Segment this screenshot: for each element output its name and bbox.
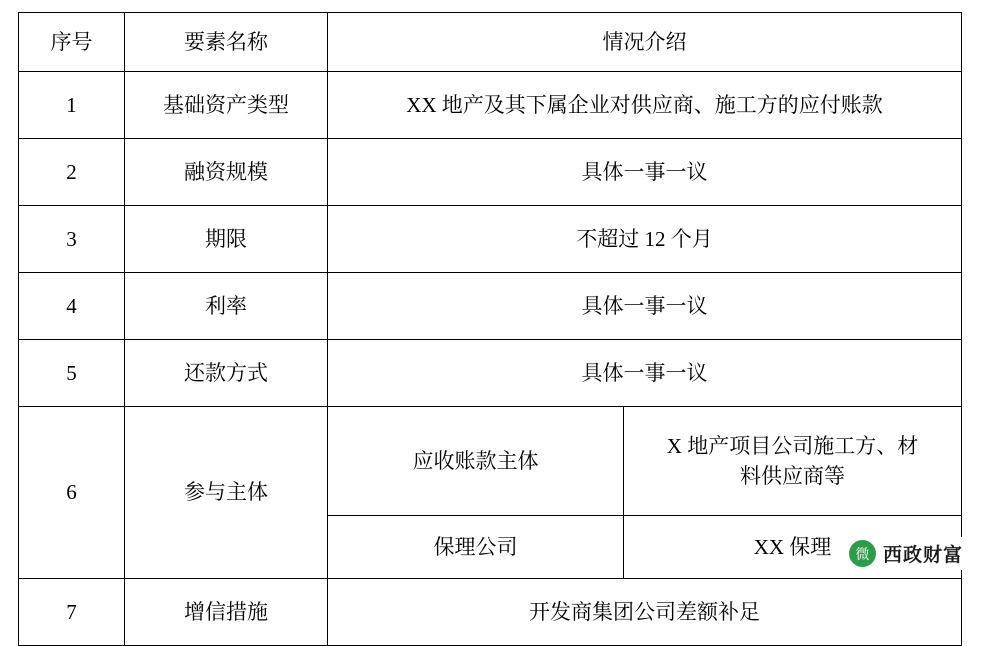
table-row: [19, 72, 962, 139]
table-row: [19, 340, 962, 407]
watermark-badge: [843, 537, 969, 570]
elements-table: [18, 12, 962, 646]
row-name: 基础资产类型: [125, 72, 328, 139]
subrow-value: [624, 407, 962, 516]
watermark-text: 西政财富: [882, 545, 963, 566]
row-name: 利率: [125, 273, 328, 340]
row-name: 融资规模: [125, 139, 328, 206]
table-row: [19, 579, 962, 646]
subrow-value: XX 保理: [624, 516, 962, 579]
table-body: [19, 72, 962, 646]
table-row: [19, 139, 962, 206]
wechat-logo-icon: 微: [849, 540, 876, 567]
header-cell-no: 序号: [19, 13, 125, 72]
row-description: 具体一事一议: [328, 139, 962, 206]
table-row: [19, 273, 962, 340]
row-name: 期限: [125, 206, 328, 273]
row-description: 不超过 12 个月: [328, 206, 962, 273]
header-cell-name: 要素名称: [125, 13, 328, 72]
row-number: 3: [19, 206, 125, 273]
row-number: 6: [19, 407, 125, 579]
row-description: 开发商集团公司差额补足: [328, 579, 962, 646]
row-number: 1: [19, 72, 125, 139]
row-name: 参与主体: [125, 407, 328, 579]
table-header-row: [19, 13, 962, 72]
table-row: [19, 206, 962, 273]
row-number: 5: [19, 340, 125, 407]
table-header: [19, 13, 962, 72]
header-cell-desc: 情况介绍: [328, 13, 962, 72]
subrow-value-line1: X 地产项目公司施工方、材: [666, 433, 919, 458]
table-row: [19, 407, 962, 516]
row-description: 具体一事一议: [328, 273, 962, 340]
row-number: 2: [19, 139, 125, 206]
subrow-value-line2: 料供应商等: [740, 464, 845, 488]
subrow-label: 保理公司: [328, 516, 624, 579]
row-description: 具体一事一议: [328, 340, 962, 407]
row-name: 增信措施: [125, 579, 328, 646]
row-description: XX 地产及其下属企业对供应商、施工方的应付账款: [328, 72, 962, 139]
row-number: 7: [19, 579, 125, 646]
document-page: [0, 12, 983, 624]
row-name: 还款方式: [125, 340, 328, 407]
subrow-label: 应收账款主体: [328, 407, 624, 516]
row-number: 4: [19, 273, 125, 340]
